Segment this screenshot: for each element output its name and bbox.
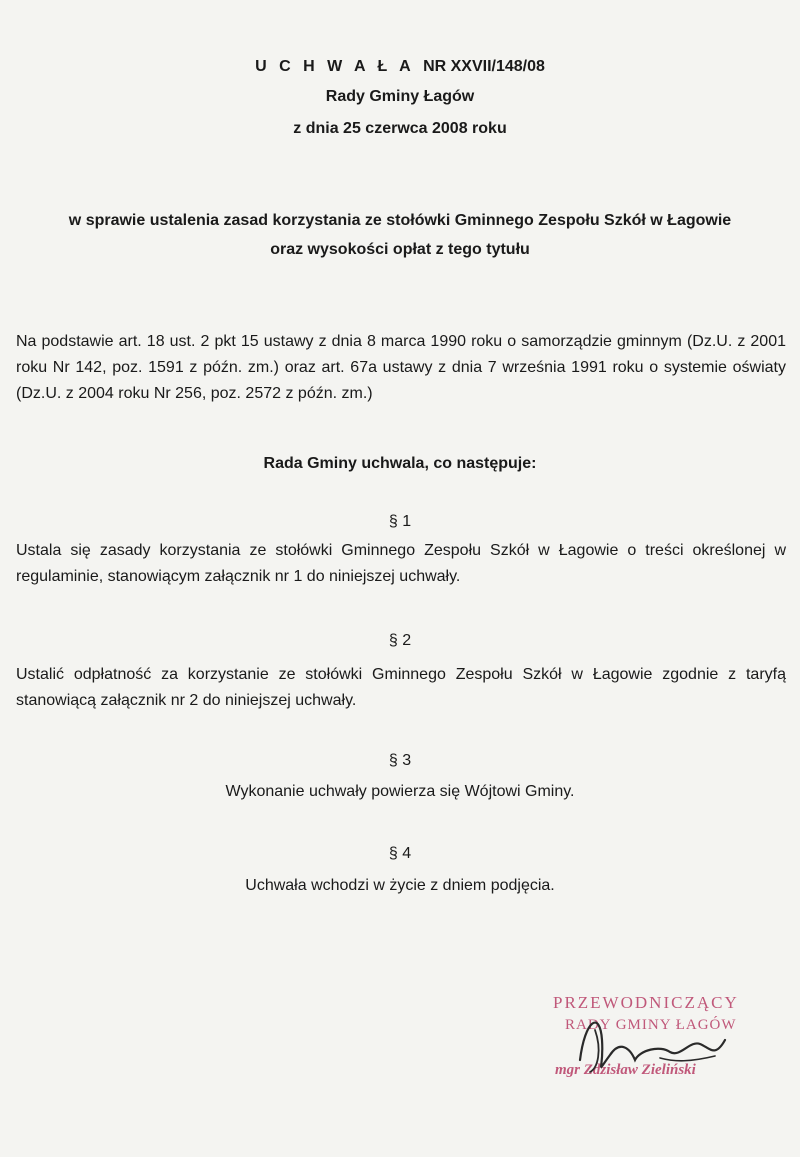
subject-line-2: oraz wysokości opłat z tego tytułu bbox=[270, 241, 530, 258]
title-prefix: U C H W A Ł A bbox=[255, 58, 415, 75]
section-1-mark: § 1 bbox=[388, 513, 412, 530]
resolves-heading: Rada Gminy uchwala, co następuje: bbox=[263, 455, 537, 472]
section-3-mark: § 3 bbox=[388, 752, 412, 769]
section-3-text: Wykonanie uchwały powierza się Wójtowi Gminy. bbox=[225, 783, 575, 800]
stamp-council-line: RADY GMINY ŁAGÓW bbox=[565, 1017, 737, 1033]
date-line: z dnia 25 czerwca 2008 roku bbox=[293, 120, 507, 137]
section-4-mark: § 4 bbox=[388, 845, 412, 862]
title-number: NR XXVII/148/08 bbox=[423, 58, 545, 75]
issuer: Rady Gminy Łagów bbox=[325, 88, 475, 105]
stamp-name: mgr Zdzisław Zieliński bbox=[555, 1062, 696, 1078]
section-4-text: Uchwała wchodzi w życie z dniem podjęcia. bbox=[245, 877, 555, 894]
legal-basis: Na podstawie art. 18 ust. 2 pkt 15 ustawy z dnia 8 marca 1990 roku o samorządzie gminnym (Dz.U. z 2001 roku Nr 142, poz. 1591 z późn. zm.) oraz art. 67a ustawy z dnia 7 września 1991 roku o systemie oświaty (Dz.U. z 2004 roku Nr 256, poz. 2572 z późn. zm.) bbox=[16, 333, 786, 402]
resolution-title bbox=[0, 58, 800, 76]
subject-line-1: w sprawie ustalenia zasad korzystania ze stołówki Gminnego Zespołu Szkół w Łagowie bbox=[68, 212, 732, 229]
section-2-mark: § 2 bbox=[388, 632, 412, 649]
stamp-title-line: PRZEWODNICZĄCY bbox=[553, 993, 739, 1012]
handwritten-signature bbox=[540, 1000, 740, 1080]
section-1-text: Ustala się zasady korzystania ze stołówki Gminnego Zespołu Szkół w Łagowie o treści określonej w regulaminie, stanowiącym załącznik nr 1 do niniejszej uchwały. bbox=[16, 542, 786, 585]
section-2-text: Ustalić odpłatność za korzystanie ze stołówki Gminnego Zespołu Szkół w Łagowie zgodnie z taryfą stanowiącą załącznik nr 2 do niniejszej uchwały. bbox=[16, 666, 786, 709]
